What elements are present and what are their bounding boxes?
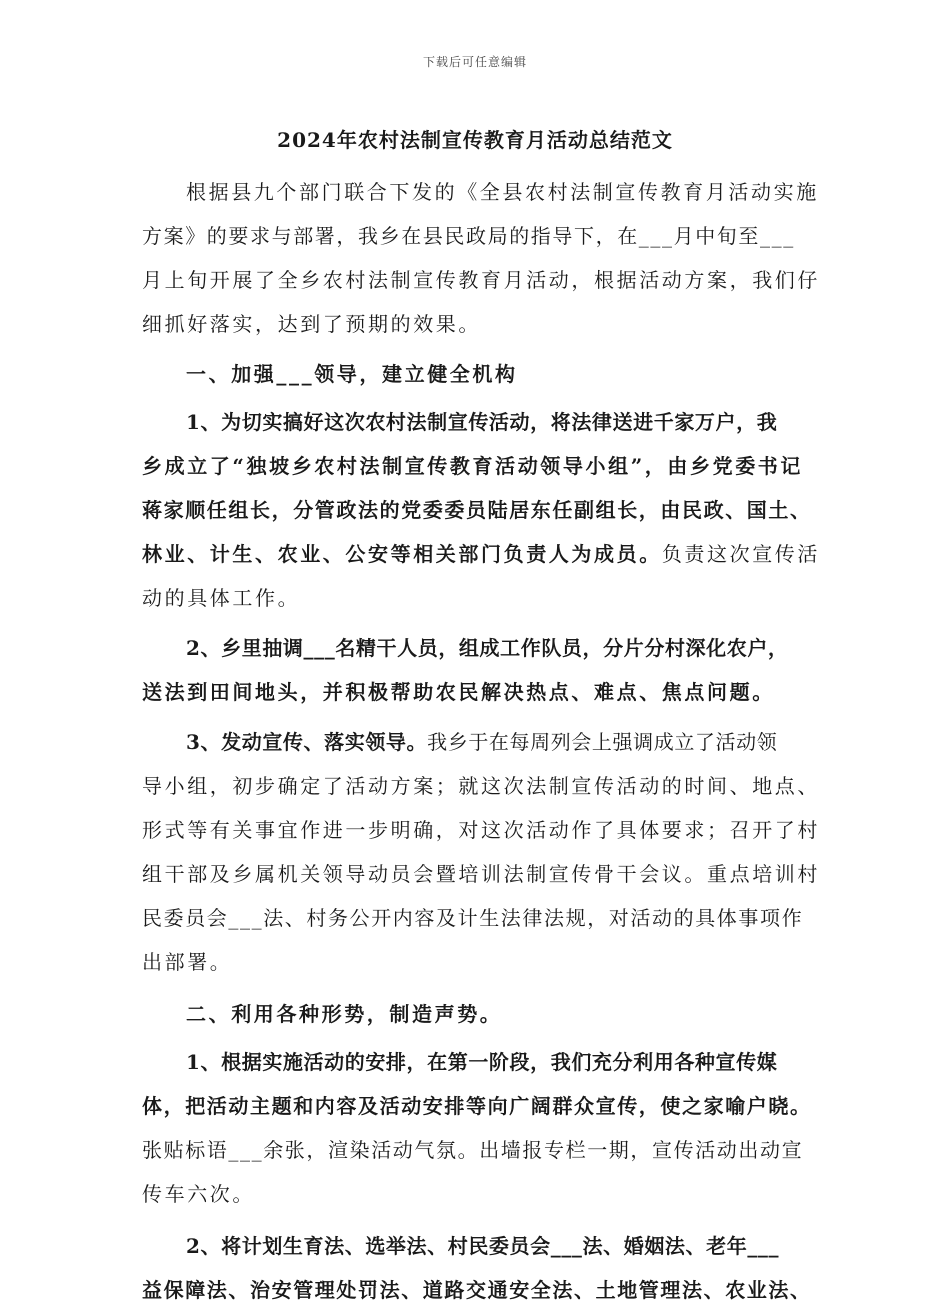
body-text: 动的具体工作。 bbox=[142, 586, 301, 610]
text-line bbox=[142, 896, 810, 940]
body-text: 负责这次宣传活 bbox=[661, 542, 821, 566]
text-line bbox=[142, 720, 810, 764]
bold-text: 3、发动宣传、落实领导。 bbox=[186, 730, 428, 754]
bold-text: 送法到田间地头，并积极帮助农民解决热点、难点、焦点问题。 bbox=[142, 680, 775, 704]
bold-text: 2、将计划生育法、选举法、村民委员会___法、婚姻法、老年___ bbox=[186, 1234, 780, 1258]
body-text: 月上旬开展了全乡农村法制宣传教育月活动，根据活动方案，我们仔 bbox=[142, 268, 820, 292]
text-line bbox=[142, 1040, 810, 1084]
body-text: 导小组，初步确定了活动方案；就这次法制宣传活动的时间、地点、 bbox=[142, 774, 820, 798]
body-text: 传车六次。 bbox=[142, 1182, 255, 1206]
text-line bbox=[142, 1084, 810, 1128]
text-line bbox=[142, 302, 810, 346]
text-line bbox=[142, 352, 810, 396]
text-line bbox=[142, 170, 819, 214]
document-body bbox=[142, 170, 821, 1312]
text-line bbox=[142, 532, 821, 576]
bold-text: 林业、计生、农业、公安等相关部门负责人为成员。 bbox=[142, 542, 662, 566]
bold-text: 二、利用各种形势，制造声势。 bbox=[186, 1002, 503, 1026]
body-text: 细抓好落实，达到了预期的效果。 bbox=[142, 312, 481, 336]
text-line bbox=[142, 488, 810, 532]
body-text: 形式等有关事宜作进一步明确，对这次活动作了具体要求；召开了村 bbox=[142, 818, 820, 842]
bold-text: 一、加强___领导，建立健全机构 bbox=[186, 362, 518, 386]
text-line bbox=[142, 214, 810, 258]
text-line bbox=[142, 764, 820, 808]
body-text: 我乡于在每周列会上强调成立了活动领 bbox=[427, 730, 778, 754]
text-line bbox=[142, 576, 810, 620]
paragraph-gap bbox=[142, 1216, 810, 1224]
body-text: 出部署。 bbox=[142, 950, 233, 974]
text-line bbox=[142, 1224, 810, 1268]
body-text: 民委员会___法、村务公开内容及计生法律法规，对活动的具体事项作 bbox=[142, 906, 804, 930]
bold-text: 1、为切实搞好这次农村法制宣传活动，将法律送进千家万户，我 bbox=[186, 410, 778, 434]
bold-text: 体，把活动主题和内容及活动安排等向广阔群众宣传，使之家喻户晓。 bbox=[142, 1094, 812, 1118]
paragraph-gap bbox=[142, 984, 810, 992]
text-line bbox=[142, 852, 820, 896]
text-line bbox=[142, 1128, 810, 1172]
bold-text: 益保障法、治安管理处罚法、道路交通安全法、土地管理法、农业法、 bbox=[142, 1278, 812, 1302]
bold-text: 2、乡里抽调___名精干人员，组成工作队员，分片分村深化农户， bbox=[186, 636, 789, 660]
body-text: 方案》的要求与部署，我乡在县民政局的指导下，在___月中旬至___ bbox=[142, 224, 795, 248]
text-line bbox=[142, 258, 820, 302]
text-line bbox=[142, 1172, 810, 1216]
body-text: 张贴标语___余张，渲染活动气氛。出墙报专栏一期，宣传活动出动宣 bbox=[142, 1138, 804, 1162]
body-text: 组干部及乡属机关领导动员会暨培训法制宣传骨干会议。重点培训村 bbox=[142, 862, 820, 886]
text-line bbox=[142, 670, 810, 714]
page-title: 2024年农村法制宣传教育月活动总结范文 bbox=[277, 128, 673, 152]
body-text: 根据县九个部门联合下发的《全县农村法制宣传教育月活动实施 bbox=[186, 180, 819, 204]
text-line bbox=[142, 400, 810, 444]
download-note: 下载后可任意编辑 bbox=[422, 55, 527, 69]
text-line bbox=[142, 444, 810, 488]
text-line bbox=[142, 992, 810, 1036]
text-line bbox=[142, 1268, 810, 1312]
text-line bbox=[142, 940, 810, 984]
text-line bbox=[142, 808, 820, 852]
bold-text: 乡成立了“独坡乡农村法制宣传教育活动领导小组”，由乡党委书记 bbox=[142, 454, 804, 478]
bold-text: 蒋家顺任组长，分管政法的党委委员陆居东任副组长，由民政、国土、 bbox=[142, 498, 812, 522]
bold-text: 1、根据实施活动的安排，在第一阶段，我们充分利用各种宣传媒 bbox=[186, 1050, 778, 1074]
text-line bbox=[142, 626, 810, 670]
